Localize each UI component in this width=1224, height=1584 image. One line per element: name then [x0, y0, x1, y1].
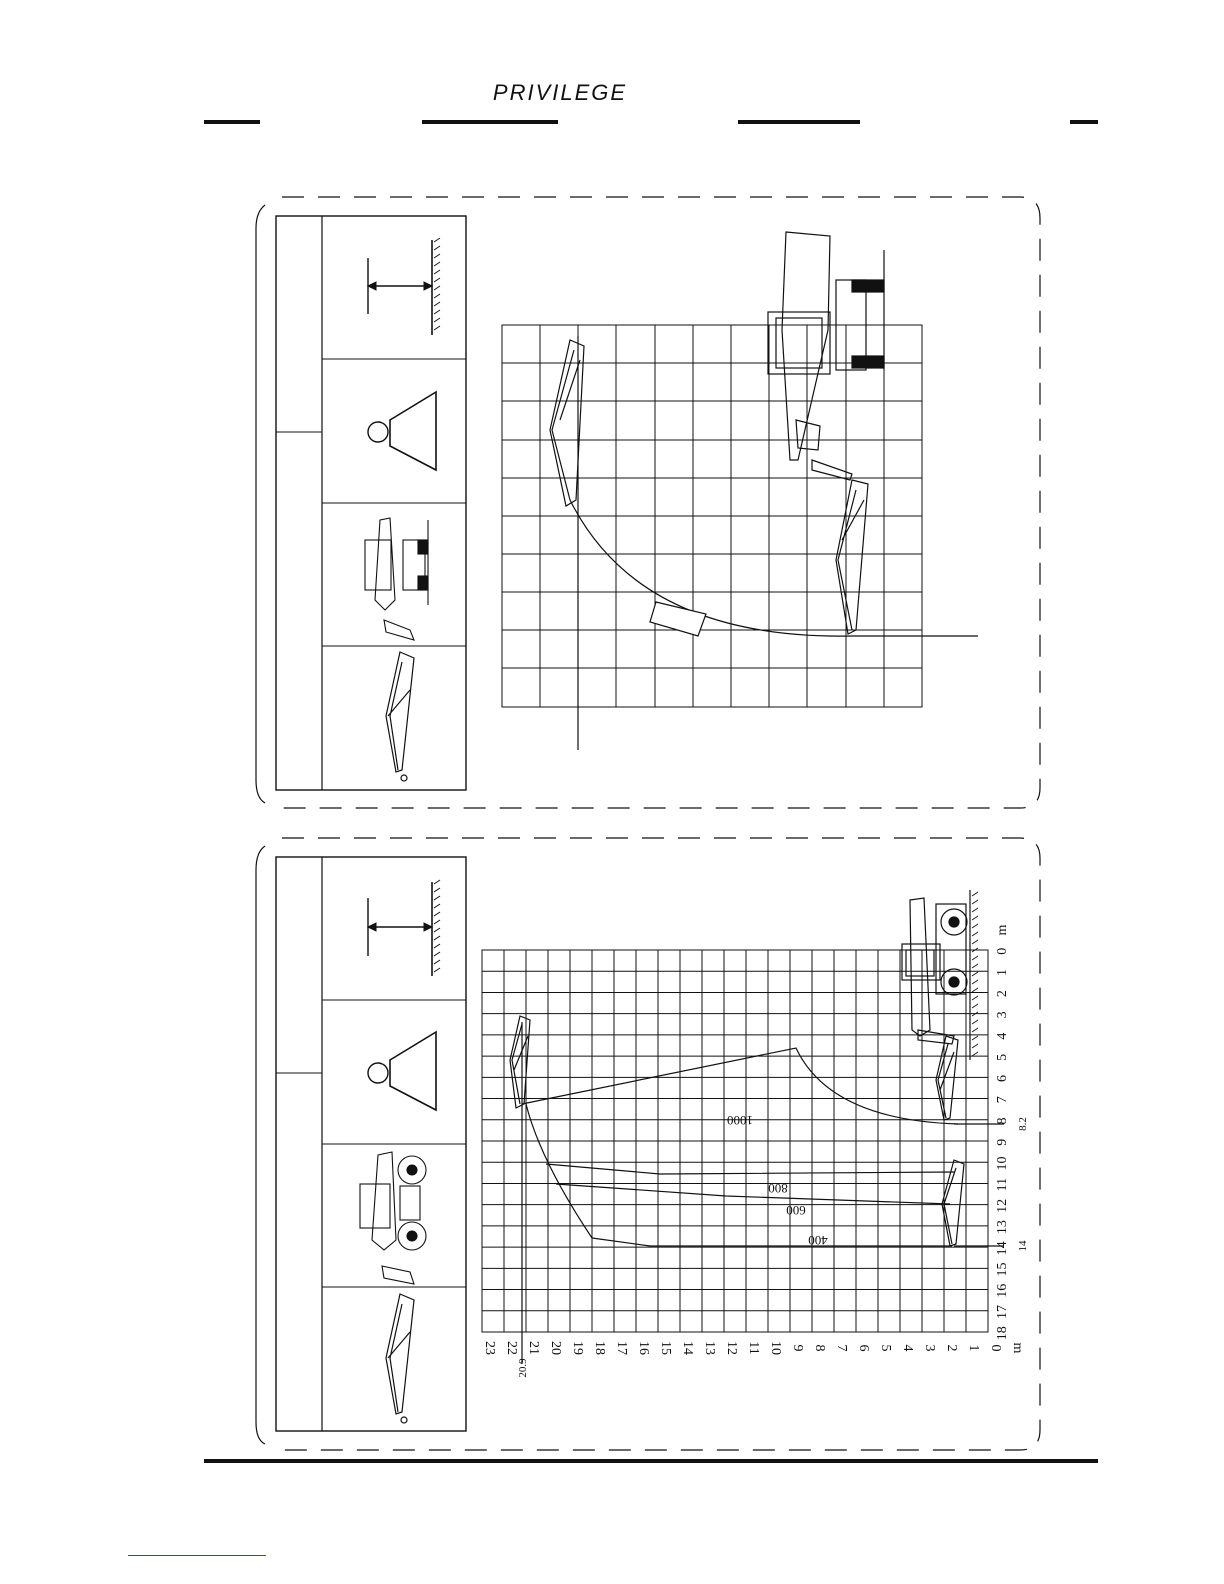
x-axis-extra-tick: 20.9 [517, 1358, 529, 1378]
x-axis-tick: 8 [812, 1344, 827, 1352]
x-axis-tick: 0 [988, 1344, 1003, 1352]
x-axis-tick: 23 [482, 1341, 497, 1355]
y-axis-tick: 18 [995, 1326, 1010, 1341]
x-axis-tick: 6 [856, 1344, 871, 1352]
x-axis-tick: 20 [548, 1341, 563, 1355]
y-axis-tick: 16 [995, 1283, 1010, 1298]
y-axis-tick: 7 [995, 1096, 1010, 1104]
y-axis-tick: 9 [995, 1138, 1010, 1146]
y-axis-tick: 0 [995, 947, 1010, 955]
bottom-boom-mid [936, 1036, 958, 1120]
top-boom-lowered [812, 460, 868, 634]
x-axis-tick: 18 [592, 1341, 607, 1355]
load-zones [522, 1022, 1004, 1364]
wall-distance-icon-2 [368, 880, 440, 976]
y-axis-tick: 4 [995, 1032, 1010, 1040]
boom-icon-2 [386, 1294, 414, 1423]
y-axis-tick: 3 [995, 1011, 1010, 1019]
zone-400-outline [592, 1238, 952, 1246]
brand-logo: PRIVILEGE [492, 80, 628, 105]
x-axis-tick: 5 [878, 1344, 893, 1352]
bottom-panel [256, 838, 1040, 1450]
x-axis-tick: 1 [966, 1344, 981, 1352]
machine-rear-icon-2 [360, 1152, 426, 1284]
zone-label-600: 600 [786, 1203, 806, 1218]
top-machine-icon [768, 232, 884, 460]
y-axis-extra-tick: 14 [1017, 1240, 1029, 1252]
y-axis-tick: 14 [995, 1241, 1010, 1256]
x-axis-tick: 15 [658, 1341, 673, 1355]
y-axis-tick: 13 [995, 1220, 1010, 1235]
bottom-boom-raised [510, 1016, 530, 1108]
y-axis-tick: 10 [995, 1156, 1010, 1171]
y-axis-tick: 6 [995, 1075, 1010, 1083]
load-weight-icon [368, 392, 436, 470]
y-axis-extra-tick: 8.2 [1017, 1117, 1029, 1131]
x-axis-tick: 11 [746, 1341, 761, 1355]
zone-envelope [526, 1104, 592, 1238]
x-axis-tick: 2 [944, 1344, 959, 1352]
zone-1000-outline [522, 1048, 958, 1124]
y-axis-tick: m [995, 924, 1010, 936]
machine-rear-icon [365, 518, 428, 640]
y-axis-tick: 12 [995, 1198, 1010, 1213]
y-axis-tick: 8 [995, 1117, 1010, 1125]
y-axis-tick: 17 [995, 1305, 1010, 1319]
bottom-boom-low [942, 1160, 964, 1246]
x-axis-tick: 19 [570, 1341, 585, 1355]
x-axis-tick: 22 [504, 1341, 519, 1355]
zone-800-outline [546, 1164, 954, 1174]
x-axis-tick: m [1010, 1342, 1025, 1354]
y-axis-tick: 15 [995, 1262, 1010, 1277]
zone-label-400: 400 [808, 1233, 828, 1248]
y-axis-tick: 11 [995, 1177, 1010, 1192]
x-axis-tick: 10 [768, 1341, 783, 1355]
x-axis-tick: 7 [834, 1344, 849, 1352]
x-axis-tick: 16 [636, 1341, 651, 1355]
load-weight-icon-2 [368, 1032, 436, 1110]
x-axis-tick: 9 [790, 1344, 805, 1352]
x-axis-tick: 21 [526, 1341, 541, 1355]
wall-distance-icon [368, 238, 440, 335]
zone-label-800: 800 [768, 1181, 788, 1196]
y-axis-tick: 1 [995, 968, 1010, 976]
x-axis-tick: 3 [922, 1344, 937, 1352]
top-boom-extended [550, 340, 584, 506]
x-axis-tick: 4 [900, 1344, 915, 1352]
boom-icon [386, 652, 414, 781]
y-axis-tick: 5 [995, 1053, 1010, 1061]
x-axis-tick: 14 [680, 1341, 695, 1355]
top-panel [256, 197, 1040, 808]
zone-600-outline [556, 1184, 950, 1204]
x-axis-tick: 13 [702, 1341, 717, 1355]
zone-label-1000: 1000 [727, 1113, 753, 1128]
x-axis-tick: 17 [614, 1341, 629, 1355]
y-axis-tick: 2 [995, 990, 1010, 998]
x-axis-tick: 12 [724, 1341, 739, 1355]
